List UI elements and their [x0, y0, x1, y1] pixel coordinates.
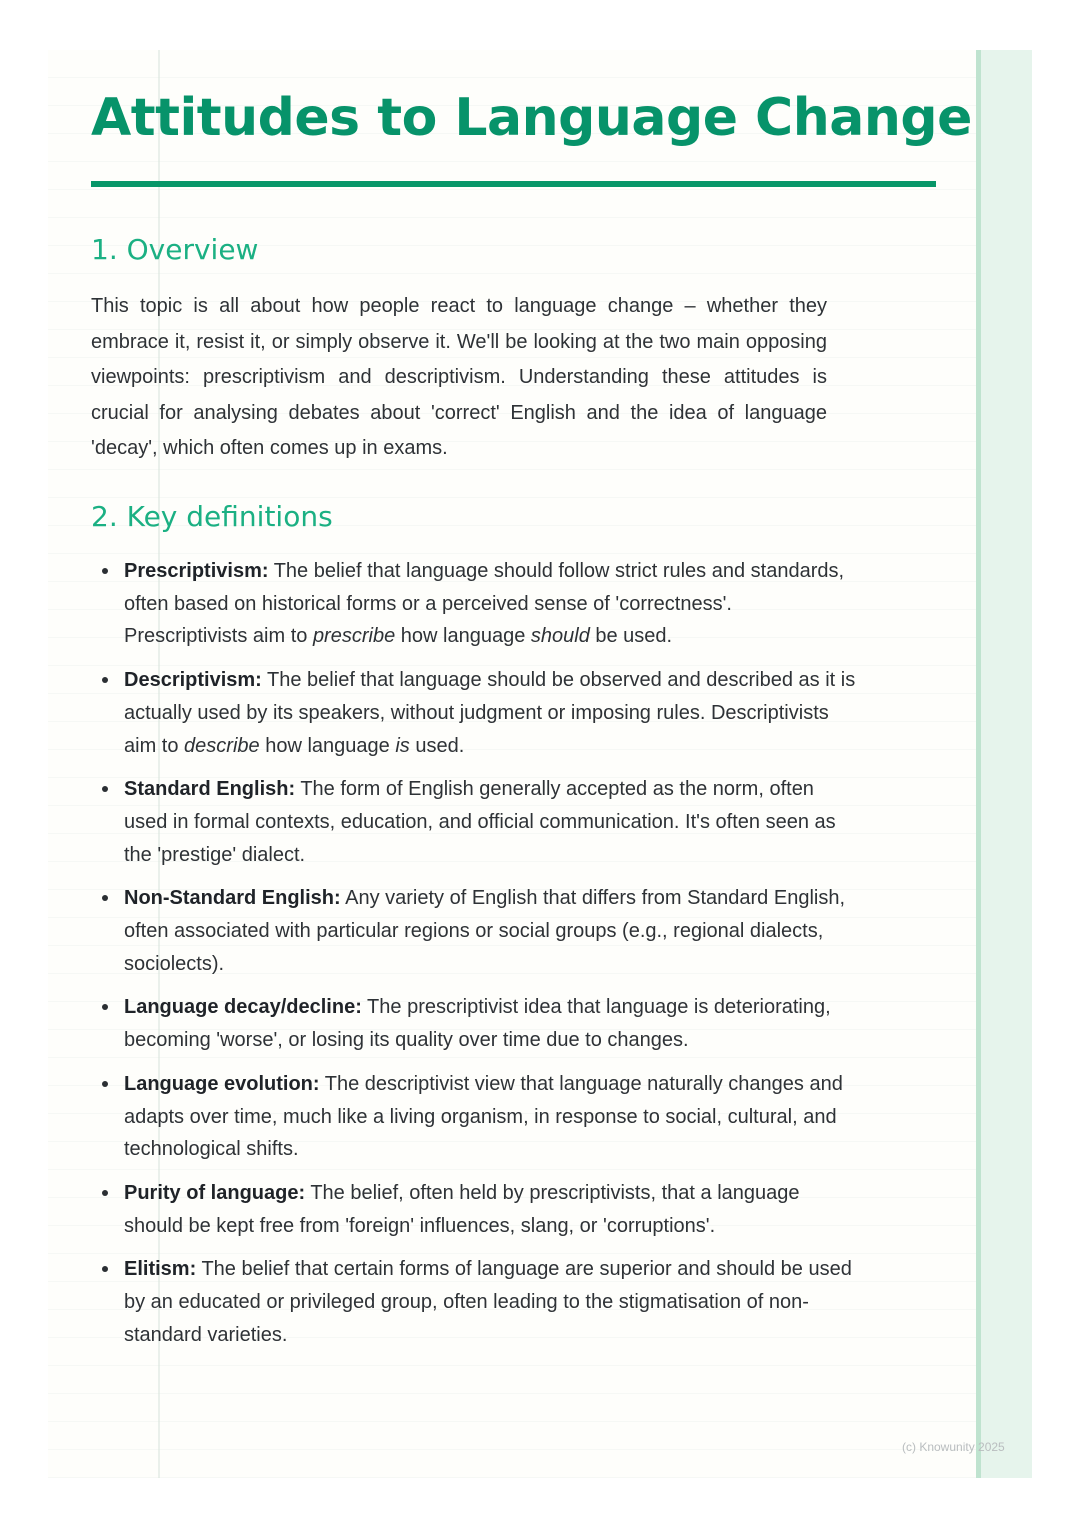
definition-emphasis: should	[530, 625, 590, 648]
definition-emphasis: is	[395, 734, 410, 757]
title-underline	[91, 181, 936, 187]
definition-term: Descriptivism:	[124, 669, 262, 692]
page-title: Attitudes to Language Change	[91, 88, 972, 148]
definition-language-evolution	[124, 1068, 860, 1166]
definition-term: Elitism:	[124, 1258, 197, 1281]
definition-text: The belief that certain forms of language are superior and should be used by an educated or privileged group, often leading to the stigmatisation of non-standard varieties.	[124, 1258, 852, 1346]
definition-purity-of-language	[124, 1177, 860, 1242]
definition-emphasis: describe	[184, 734, 260, 757]
definition-term: Prescriptivism:	[124, 560, 269, 582]
definition-elitism	[124, 1253, 860, 1351]
definition-non-standard-english	[124, 882, 860, 980]
definition-prescriptivism	[124, 555, 860, 653]
overview-heading: 1. Overview	[91, 233, 259, 266]
definition-term: Standard English:	[124, 778, 296, 801]
definition-text: The belief that language should be observed and described as it is actually used by its speakers, without judgment or imposing rules. Descriptivists aim to	[124, 669, 856, 757]
side-band-edge	[976, 50, 981, 1478]
definitions-list	[91, 555, 860, 1362]
definition-text: used.	[409, 734, 465, 757]
definition-descriptivism	[124, 664, 860, 762]
definition-text: The form of English generally accepted as the norm, often used in formal contexts, education, and official communication. It's often seen as the 'prestige' dialect.	[124, 778, 836, 866]
side-band	[976, 50, 1032, 1478]
definition-term: Language evolution:	[124, 1072, 320, 1095]
definition-term: Non-Standard English:	[124, 887, 341, 910]
definition-text: Any variety of English that differs from Standard English, often associated with particular regions or social groups (e.g., regional dialects, sociolects).	[124, 887, 846, 975]
definition-text: The belief that language should follow strict rules and standards, often based on historical forms or a perceived sense of 'correctness'. Prescriptivists aim to	[124, 560, 845, 648]
definitions-heading: 2. Key definitions	[91, 500, 333, 533]
definition-term: Language decay/decline:	[124, 996, 362, 1019]
definition-text: The belief, often held by prescriptivists, that a language should be kept free from 'foreign' influences, slang, or 'corruptions'.	[124, 1181, 800, 1237]
overview-paragraph: This topic is all about how people react to language change – whether they embrace it, resist it, or simply observe it. We'll be looking at the two main opposing viewpoints: prescriptivism and descriptivism. Understanding these attitudes is crucial for analysing debates about 'correct' English and the idea of language 'decay', which often comes up in exams.	[91, 295, 827, 459]
definition-term: Purity of language:	[124, 1181, 306, 1204]
definition-standard-english	[124, 773, 860, 871]
copyright-footer: (c) Knowunity 2025	[902, 1440, 1005, 1454]
definition-text: be used.	[589, 625, 673, 648]
definition-text: how language	[259, 734, 396, 757]
definition-text: The prescriptivist idea that language is deteriorating, becoming 'worse', or losing its quality over time due to changes.	[124, 996, 831, 1052]
definition-emphasis: prescribe	[312, 625, 396, 648]
definition-language-decay	[124, 991, 860, 1056]
definition-text: The descriptivist view that language naturally changes and adapts over time, much like a living organism, in response to social, cultural, and technological shifts.	[124, 1072, 843, 1161]
definition-text: how language	[395, 625, 531, 648]
